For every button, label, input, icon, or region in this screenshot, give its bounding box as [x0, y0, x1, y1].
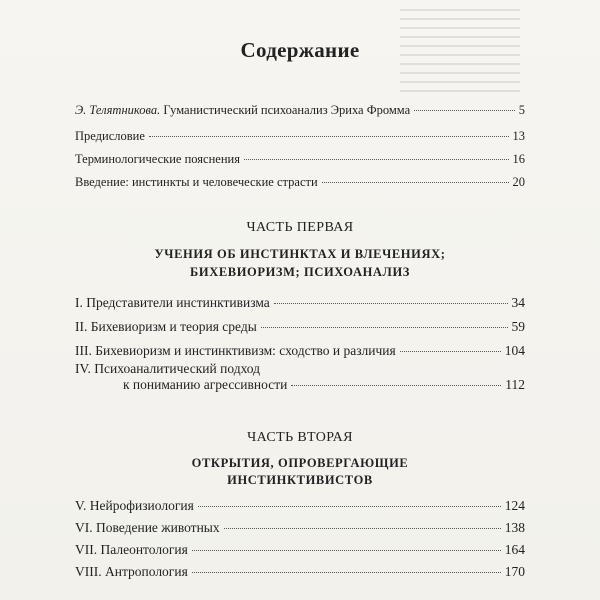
toc-entry-page: 34: [511, 295, 525, 310]
toc-entry-title: II. Бихевиоризм и теория среды: [75, 319, 257, 334]
toc-entry-page: 124: [504, 498, 525, 513]
dot-leader: [192, 550, 501, 551]
toc-entry-page: 13: [512, 129, 525, 143]
toc-entry-introduction[interactable]: [75, 174, 525, 190]
toc-entry-title: Гуманистический психоанализ Эриха Фромма: [163, 103, 411, 117]
toc-entry-title: III. Бихевиоризм и инстинктивизм: сходство и различия: [75, 343, 396, 358]
part-two-title-line1: ОТКРЫТИЯ, ОПРОВЕРГАЮЩИЕ: [191, 456, 409, 470]
toc-entry-preface[interactable]: [75, 128, 525, 144]
toc-entry-chapter-5[interactable]: [75, 498, 525, 514]
dot-leader: [192, 572, 501, 573]
dot-leader: [261, 327, 508, 328]
toc-entry-page: 16: [512, 152, 525, 166]
part-two-label: ЧАСТЬ ВТОРАЯ: [247, 430, 353, 445]
dot-leader: [149, 136, 509, 137]
dot-leader: [224, 528, 501, 529]
toc-entry-author: Э. Телятникова.: [75, 103, 161, 117]
toc-entry-title: I. Представители инстинктивизма: [75, 295, 270, 310]
toc-entry-page: 170: [504, 564, 525, 579]
part-one-title-line2: БИХЕВИОРИЗМ; ПСИХОАНАЛИЗ: [190, 265, 410, 279]
toc-entry-title: VIII. Антропология: [75, 564, 188, 579]
part-one-title-line1: УЧЕНИЯ ОБ ИНСТИНКТАХ И ВЛЕЧЕНИЯХ;: [154, 247, 446, 261]
toc-entry-page: 104: [504, 343, 525, 358]
toc-entry-page: 164: [504, 542, 525, 557]
dot-leader: [414, 110, 515, 111]
dot-leader: [198, 506, 501, 507]
toc-entry-chapter-4-line1[interactable]: IV. Психоаналитический подход: [75, 361, 261, 376]
toc-entry-introduction-essay[interactable]: [75, 102, 525, 118]
toc-entry-title: Терминологические пояснения: [75, 152, 240, 166]
toc-entry-chapter-2[interactable]: [75, 319, 525, 335]
page-title: Содержание: [240, 38, 360, 62]
toc-entry-chapter-1[interactable]: [75, 295, 525, 311]
dot-leader: [322, 182, 509, 183]
dot-leader: [291, 385, 501, 386]
toc-entry-page: 59: [511, 319, 525, 334]
toc-entry-title: VII. Палеонтология: [75, 542, 188, 557]
toc-entry-title: к пониманию агрессивности: [123, 377, 288, 392]
dot-leader: [244, 159, 509, 160]
toc-entry-page: 20: [512, 175, 525, 189]
toc-entry-chapter-6[interactable]: [75, 520, 525, 536]
dot-leader: [274, 303, 508, 304]
toc-entry-page: 112: [505, 377, 525, 392]
dot-leader: [400, 351, 501, 352]
toc-entry-page: 5: [518, 103, 525, 117]
toc-entry-title: Предисловие: [75, 129, 145, 143]
toc-entry-terminology[interactable]: [75, 151, 525, 167]
toc-entry-chapter-8[interactable]: [75, 564, 525, 580]
toc-entry-title: V. Нейрофизиология: [75, 498, 194, 513]
toc-entry-page: 138: [504, 520, 525, 535]
toc-entry-chapter-4[interactable]: [123, 377, 525, 393]
part-two-title-line2: ИНСТИНКТИВИСТОВ: [227, 473, 373, 487]
toc-entry-title: Введение: инстинкты и человеческие страсти: [75, 175, 318, 189]
toc-entry-title: VI. Поведение животных: [75, 520, 220, 535]
toc-entry-chapter-3[interactable]: [75, 343, 525, 359]
toc-entry-chapter-7[interactable]: [75, 542, 525, 558]
part-one-label: ЧАСТЬ ПЕРВАЯ: [246, 220, 354, 235]
